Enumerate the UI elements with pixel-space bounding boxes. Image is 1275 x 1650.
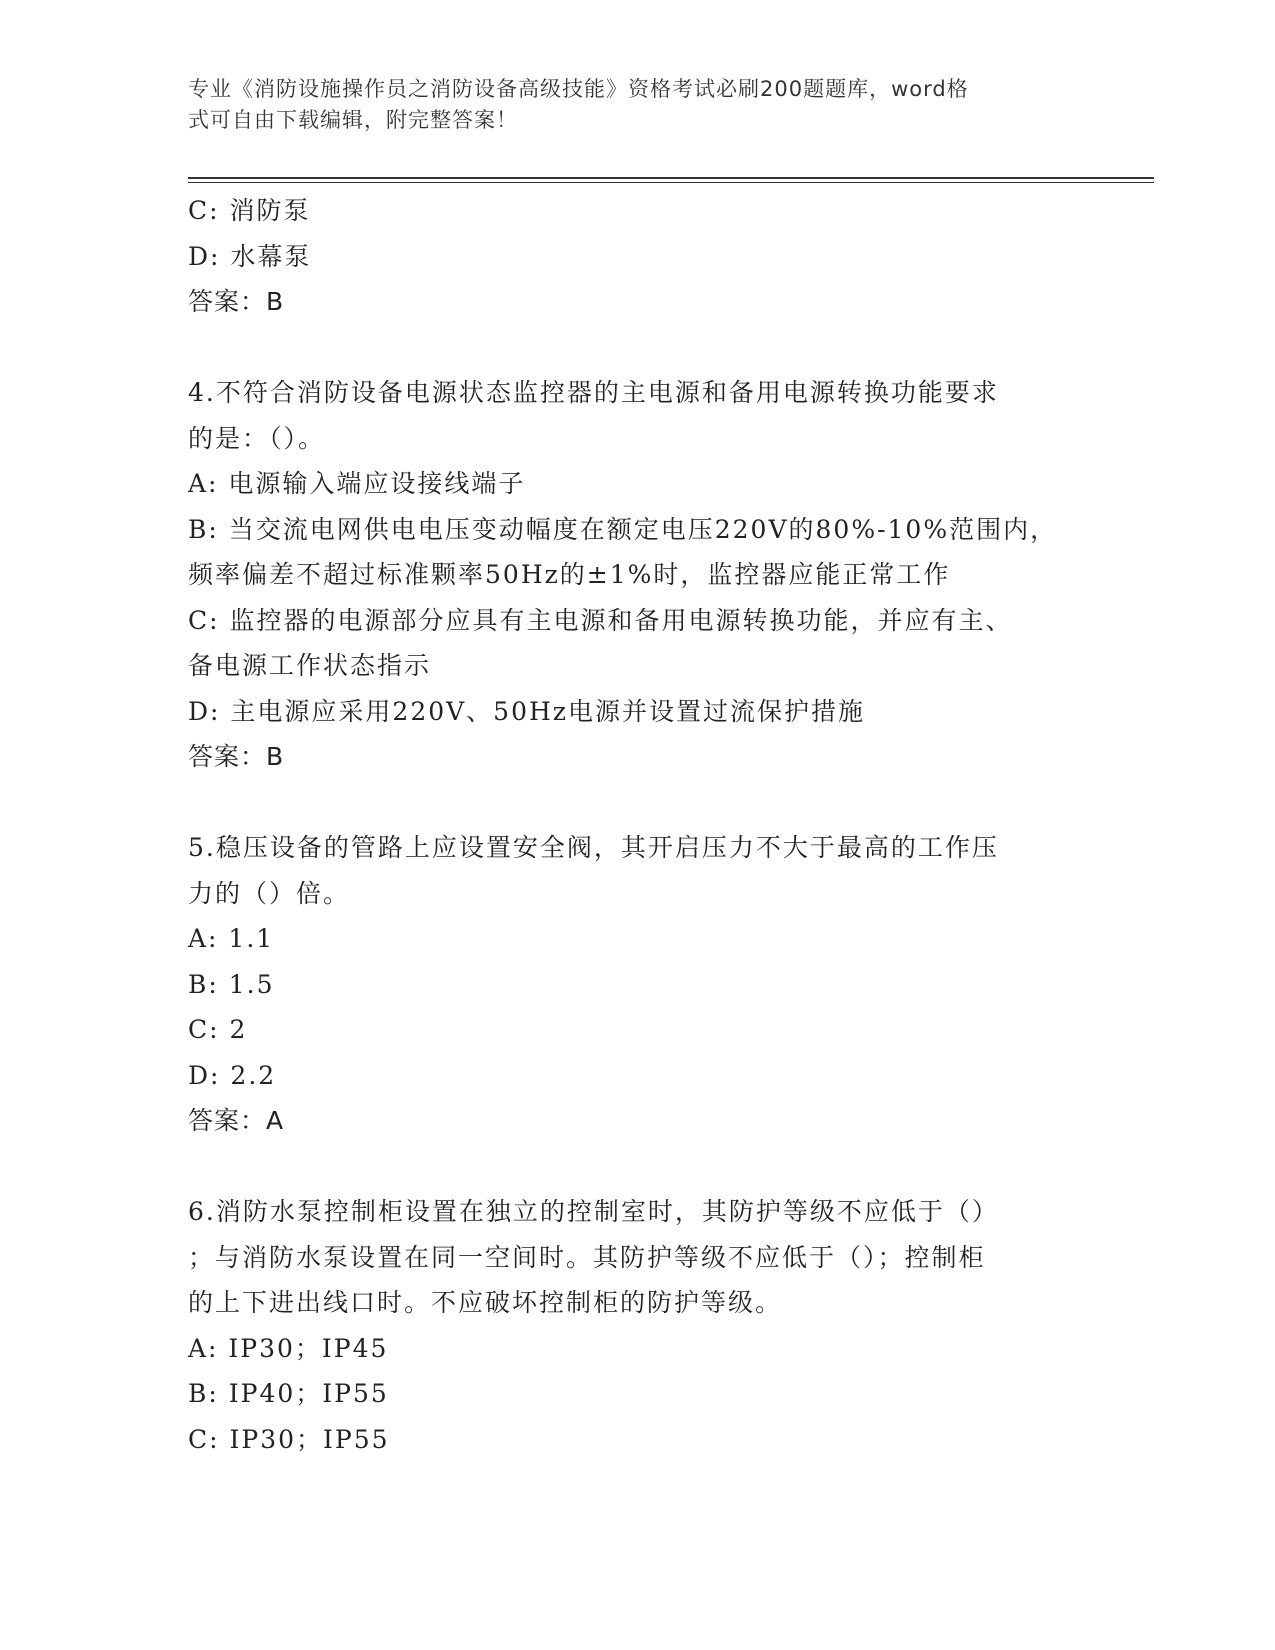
question-stem-cont: ；与消防水泵设置在同一空间时。其防护等级不应低于（）；控制柜 [188,1242,986,1272]
option-c-cont: 备电源工作状态指示 [188,651,432,680]
question-stem: 6.消防水泵控制柜设置在独立的控制室时，其防护等级不应低于（） [188,1197,999,1226]
spacer [188,780,1088,826]
question-stem: 4.不符合消防设备电源状态监控器的主电源和备用电源转换功能要求 [188,378,999,407]
option-b: B: 当交流电网供电电压变动幅度在额定电压220V的80%-10%范围内， [188,514,1058,544]
option-c: C: 2 [188,1015,248,1044]
option-c: C: 监控器的电源部分应具有主电源和备用电源转换功能，并应有主、 [188,605,1013,635]
question-stem: 5.稳压设备的管路上应设置安全阀，其开启压力不大于最高的工作压 [188,833,999,862]
header-line-2: 式可自由下载编辑，附完整答案！ [188,108,518,132]
option-a: A: IP30；IP45 [188,1333,389,1363]
option-d: D: 2.2 [188,1060,277,1090]
option-a: A: 电源输入端应设接线端子 [188,469,526,498]
answer-line: 答案：B [188,287,285,316]
option-b-cont: 频率偏差不超过标准颗率50Hz的±1%时，监控器应能正常工作 [188,560,951,589]
question-stem-cont: 的是：（）。 [188,423,326,453]
question-4 [188,370,1088,780]
question-5 [188,825,1088,1144]
question-3-tail [188,188,1088,325]
option-b: B: 1.5 [188,969,275,999]
option-a: A: 1.1 [188,924,275,953]
question-content [188,188,1088,1462]
option-b: B: IP40；IP55 [188,1379,389,1408]
question-stem-cont: 的上下进出线口时。不应破坏控制柜的防护等级。 [188,1288,783,1317]
header-line-1: 专业《消防设施操作员之消防设备高级技能》资格考试必刷200题题库，word格 [188,77,969,101]
question-stem-cont: 力的（）倍。 [188,878,351,908]
spacer [188,1144,1088,1190]
header-divider-thin [188,182,1154,183]
option-c: C: IP30；IP55 [188,1424,390,1454]
answer-line: 答案：B [188,742,285,771]
document-header [188,74,1068,136]
header-divider-thick [188,177,1154,179]
option-d: D: 水幕泵 [188,241,312,271]
option-c: C: 消防泵 [188,196,311,225]
spacer [188,325,1088,371]
question-6 [188,1189,1088,1462]
answer-line: 答案：A [188,1106,285,1135]
option-d: D: 主电源应采用220V、50Hz电源并设置过流保护措施 [188,696,865,726]
